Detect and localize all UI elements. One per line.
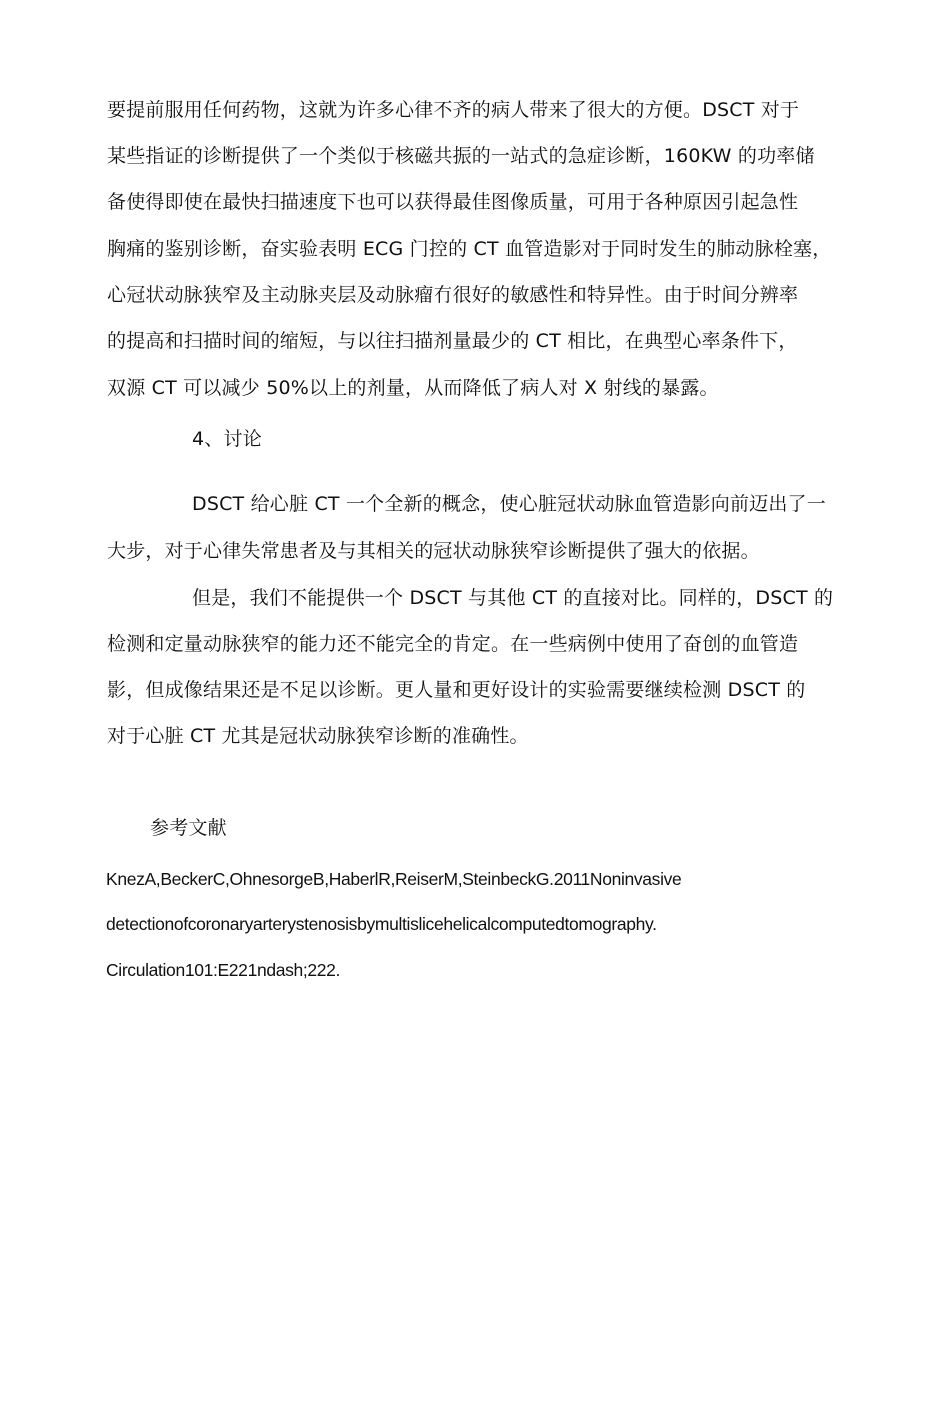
body-text-line: 影，但成像结果还是不足以诊断。更人量和更好设计的实验需要继续检测 DSCT 的 bbox=[107, 679, 806, 701]
body-text-line: 但是，我们不能提供一个 DSCT 与其他 CT 的直接对比。同样的，DSCT 的 bbox=[192, 587, 834, 609]
body-text-line: 备使得即使在最快扫描速度下也可以获得最佳图像质量，可用于各种原因引起急性 bbox=[107, 191, 799, 213]
body-text-line: 对于心脏 CT 尤其是冠状动脉狭窄诊断的准确性。 bbox=[107, 725, 529, 747]
reference-line: Circulation101:E221ndash;222. bbox=[106, 960, 341, 980]
body-text-line: 某些指证的诊断提供了一个类似于核磁共振的一站式的急症诊断，160KW 的功率储 bbox=[107, 145, 815, 167]
reference-line: detectionofcoronaryarterystenosisbymultislicehelicalcomputedtomography. bbox=[106, 914, 657, 934]
body-text-line: 胸痛的鉴别诊断，奋实验表明 ECG 门控的 CT 血管造影对于同时发生的肺动脉栓塞， bbox=[107, 238, 832, 260]
body-text-line: 要提前服用任何药物，这就为许多心律不齐的病人带来了很大的方便。DSCT 对于 bbox=[107, 99, 800, 121]
body-text-line: 的提高和扫描时间的缩短，与以往扫描剂量最少的 CT 相比，在典型心率条件下， bbox=[107, 330, 798, 352]
reference-line: KnezA,BeckerC,OhnesorgeB,HaberlR,ReiserM,SteinbeckG.2011Noninvasive bbox=[106, 869, 682, 889]
body-text-line: 心冠状动脉狭窄及主动脉夹层及动脉瘤冇很好的敏感性和特异性。由于时间分辨率 bbox=[107, 284, 799, 306]
body-text-line: 检测和定量动脉狭窄的能力还不能完全的肯定。在一些病例中使用了奋创的血管造 bbox=[107, 633, 799, 655]
section-heading: 4、讨论 bbox=[192, 428, 262, 450]
body-text-line: DSCT 给心脏 CT 一个全新的概念，使心脏冠状动脉血管造影向前迈出了一 bbox=[192, 493, 826, 515]
body-text-line: 大步，对于心律失常患者及与其相关的冠状动脉狭窄诊断提供了强大的依据。 bbox=[107, 540, 760, 562]
body-text-line: 双源 CT 可以减少 50%以上的剂量，从而降低了病人对 X 射线的暴露。 bbox=[107, 377, 719, 399]
references-heading: 参考文献 bbox=[150, 817, 227, 839]
